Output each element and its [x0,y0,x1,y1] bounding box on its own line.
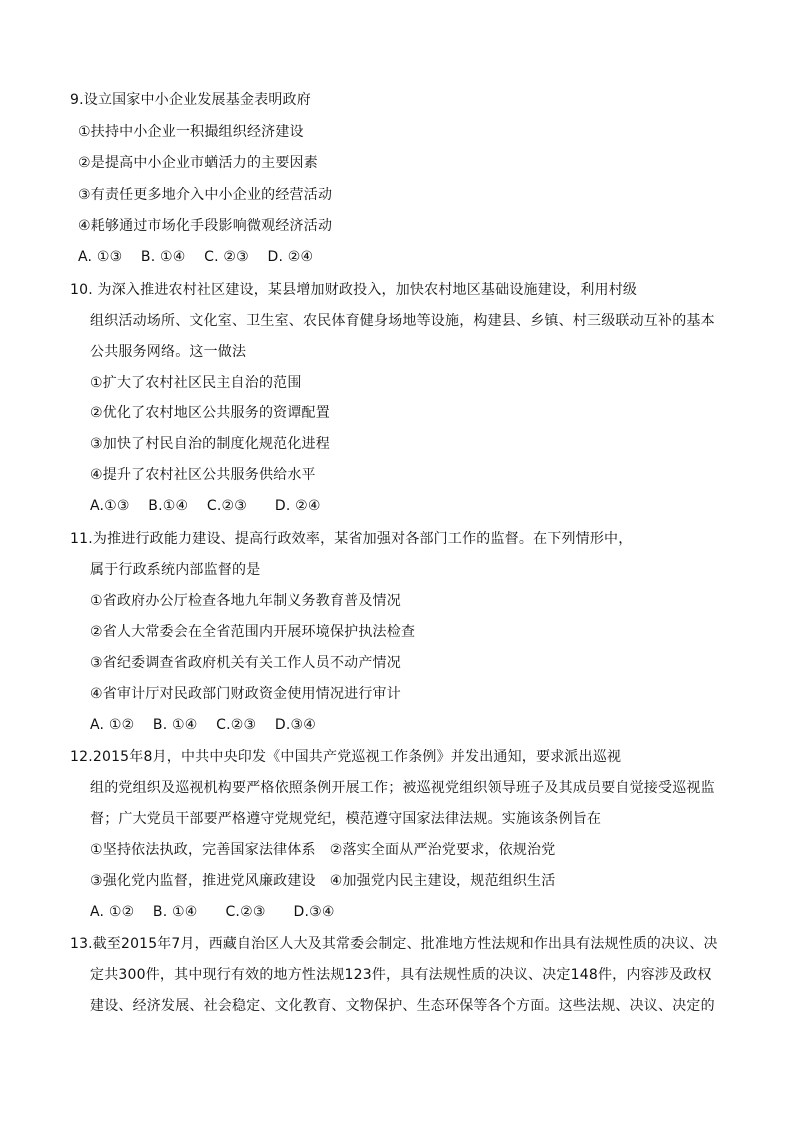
q11-option-3: ③省纪委调查省政府机关有关工作人员不动产情况 [90,655,401,671]
q10-stem-line-2: 组织活动场所、文化室、卫生室、农民体育健身场地等设施，构建县、乡镇、村三级联动互补的基本 [90,313,715,329]
q9-option-3: ③有责任更多地介入中小企业的经营活动 [78,187,333,203]
q11-stem-line-1: 11.为推进行政能力建设、提高行政效率，某省加强对各部门工作的监督。在下列情形中， [70,531,633,547]
q12-stem-line-3: 督；广大党员干部要严格遵守党规党纪，模范遵守国家法律法规。实施该条例旨在 [90,811,602,827]
q12-stem-line-2: 组的党组织及巡视机构要严格依照条例开展工作；被巡视党组织领导班子及其成员要自觉接受巡视监 [90,780,715,796]
q11-stem-line-2: 属于行政系统内部监督的是 [90,562,261,578]
q10-choices: A.①③ B.①④ C.②③ D. ②④ [90,498,321,514]
q10-option-1: ①扩大了农村社区民主自治的范围 [90,375,302,391]
q9-choices: A. ①③ B. ①④ C. ②③ D. ②④ [78,249,314,265]
q10-option-4: ④提升了农村社区公共服务供给水平 [90,467,316,483]
q11-choices: A. ①② B. ①④ C.②③ D.③④ [90,717,317,733]
q11-option-4: ④省审计厅对民政部门财政资金使用情况进行审计 [90,686,401,702]
q10-stem-line-3: 公共服务网络。这一做法 [90,344,247,360]
q9-option-1: ①扶持中小企业一积撮组织经济建设 [78,124,304,140]
q12-options-3-4: ③强化党内监督，推进党风廉政建设 ④加强党内民主建设，规范组织生活 [90,873,556,889]
q9-stem: 9.设立国家中小企业发展基金表明政府 [70,92,311,108]
q12-stem-line-1: 12.2015年8月，中共中央印发《中国共产党巡视工作条例》并发出通知，要求派出巡视 [70,749,622,765]
q12-choices: A. ①② B. ①④ C.②③ D.③④ [90,904,335,920]
q9-option-2: ②是提高中小企业市蝤活力的主要因素 [78,155,318,171]
q9-option-4: ④耗够通过市场化手段影响微观经济活动 [78,218,333,234]
q13-stem-line-1: 13.截至2015年7月，西藏自治区人大及其常委会制定、批准地方性法规和作出具有法规性质的决议、决 [70,936,718,952]
q13-stem-line-3: 建设、经济发展、社会稳定、文化教育、文物保护、生态环保等各个方面。这些法规、决议、决定的 [90,998,715,1014]
q10-stem-line-1: 10. 为深入推进农村社区建设，某县增加财政投入，加快农村地区基础设施建设，利用村级 [70,282,638,298]
q10-option-2: ②优化了农村地区公共服务的资谭配置 [90,405,330,421]
q12-options-1-2: ①坚持依法执政，完善国家法律体系 ②落实全面从严治党要求，依规治党 [90,842,556,858]
q10-option-3: ③加快了村民自治的制度化规范化进程 [90,436,330,452]
q13-stem-line-2: 定共300件，其中现行有效的地方性法规123件，具有法规性质的决议、决定148件，内容涉及政权 [90,967,712,983]
q11-option-2: ②省人大常委会在全省范围内开展环境保护执法检查 [90,624,416,640]
q11-option-1: ①省政府办公厅检查各地九年制义务教育普及情况 [90,593,401,609]
